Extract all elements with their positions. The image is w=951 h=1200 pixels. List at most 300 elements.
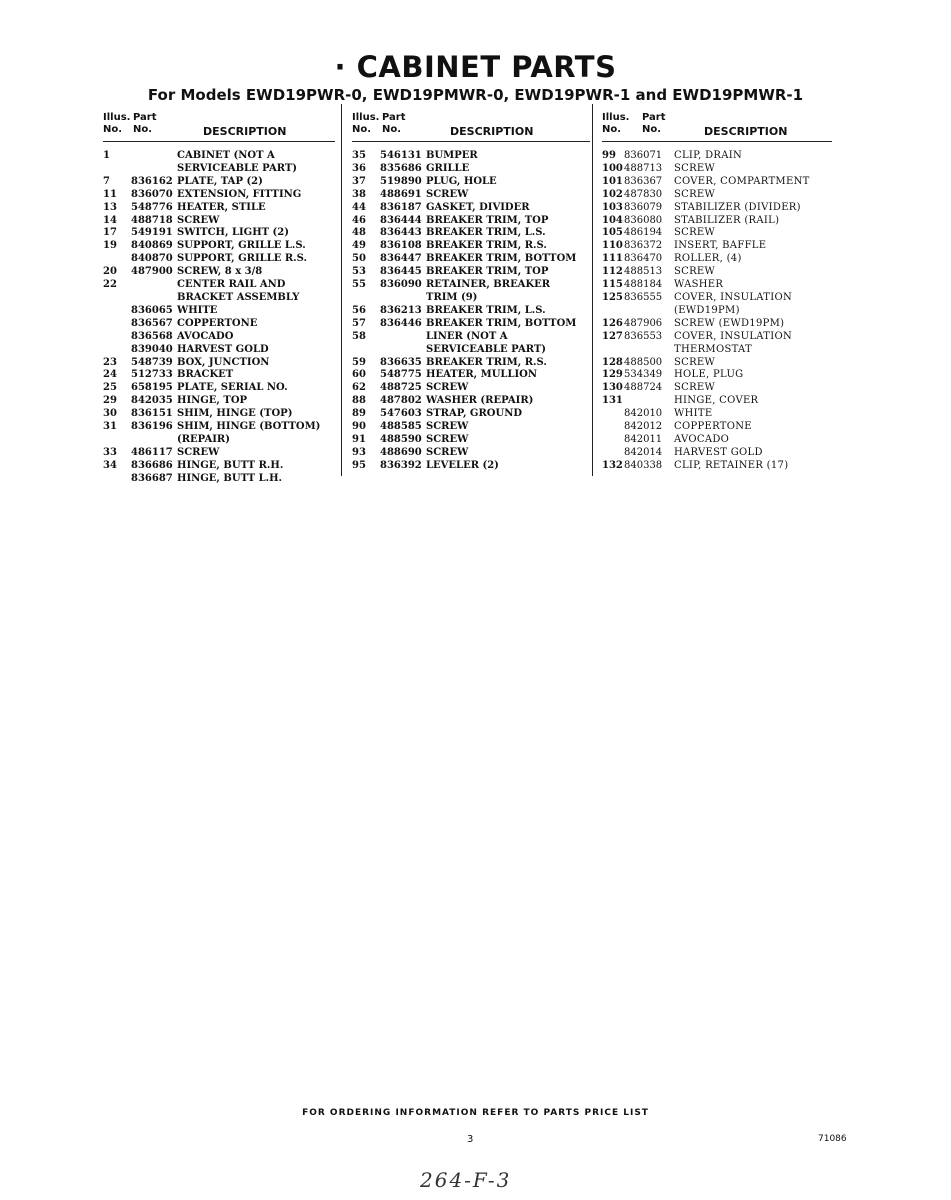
part-description: WASHER (REPAIR): [426, 395, 534, 407]
table-row: [103, 318, 335, 331]
table-row: [352, 176, 590, 189]
illus-number: 56: [352, 304, 366, 316]
part-number: 836090: [380, 279, 422, 291]
part-number: 836392: [380, 459, 422, 471]
illus-number: 88: [352, 395, 366, 407]
table-row: [602, 331, 832, 344]
table-row: [103, 331, 335, 344]
part-number: 488590: [380, 433, 422, 445]
part-description: THERMOSTAT: [674, 343, 752, 355]
table-row: [602, 240, 832, 253]
part-description: BREAKER TRIM, BOTTOM: [426, 317, 577, 329]
table-row: [103, 408, 335, 421]
table-row: [103, 202, 335, 215]
illus-number: [602, 421, 624, 434]
table-row: [103, 344, 335, 357]
part-description: (EWD19PM): [674, 304, 740, 316]
handwritten-note: 264-F-3: [420, 1168, 512, 1192]
illus-number: 36: [352, 162, 366, 174]
illus-number: [103, 318, 131, 331]
page-number: 3: [467, 1134, 474, 1145]
table-row: [602, 408, 832, 421]
part-description: PLATE, SERIAL NO.: [177, 382, 288, 394]
column-divider: [592, 104, 593, 476]
illus-number: 130: [602, 382, 623, 394]
part-number: [380, 331, 426, 344]
part-number: 836444: [380, 214, 422, 226]
illus-number: 46: [352, 214, 366, 226]
illus-number: 95: [352, 459, 366, 471]
illus-number: [602, 344, 624, 357]
part-description: SUPPORT, GRILLE R.S.: [177, 253, 307, 265]
illus-number: 33: [103, 446, 117, 458]
table-row: [352, 189, 590, 202]
part-number: 512733: [131, 369, 173, 381]
table-row: [352, 408, 590, 421]
part-description: COVER, COMPARTMENT: [674, 175, 810, 187]
part-number: 836555: [624, 291, 663, 303]
part-number: 836568: [131, 330, 173, 342]
part-description: SCREW: [426, 188, 469, 200]
header-rule: [352, 141, 590, 142]
part-description: SCREW (EWD19PM): [674, 317, 785, 329]
table-row: [352, 344, 590, 357]
illus-number: 23: [103, 356, 117, 368]
part-description: TRIM (9): [426, 291, 478, 303]
illus-number: 20: [103, 266, 117, 278]
table-row: [602, 460, 832, 473]
parts-list: [602, 150, 832, 473]
part-description: SERVICEABLE PART): [426, 343, 547, 355]
illus-number: 129: [602, 369, 623, 381]
part-number: 836553: [624, 330, 663, 342]
part-number: 836065: [131, 304, 173, 316]
part-description: COVER, INSULATION: [674, 291, 793, 303]
illus-header: Illus. No.: [103, 112, 131, 135]
illus-number: 59: [352, 356, 366, 368]
part-number: 835686: [380, 162, 422, 174]
part-number: 836447: [380, 253, 422, 265]
part-number: 519890: [380, 175, 422, 187]
part-description: COVER, INSULATION: [674, 330, 793, 342]
illus-number: 19: [103, 240, 117, 252]
part-number: [624, 305, 674, 318]
description-header: DESCRIPTION: [704, 125, 788, 138]
table-row: [352, 447, 590, 460]
table-row: [602, 253, 832, 266]
part-number: 836162: [131, 175, 173, 187]
table-row: [352, 382, 590, 395]
illus-number: [352, 344, 380, 357]
illus-number: [602, 408, 624, 421]
illus-number: 128: [602, 356, 623, 368]
part-description: HINGE, BUTT L.H.: [177, 472, 283, 484]
part-description: SCREW: [177, 214, 220, 226]
part-description: BREAKER TRIM, R.S.: [426, 356, 547, 368]
table-row: [352, 331, 590, 344]
part-number: 488725: [380, 382, 422, 394]
table-row: [602, 344, 832, 357]
part-number: 836635: [380, 356, 422, 368]
illus-number: 7: [103, 175, 110, 187]
part-description: SHIM, HINGE (BOTTOM): [177, 421, 321, 433]
column-divider: [341, 104, 342, 476]
table-row: [602, 266, 832, 279]
part-description: SCREW, 8 x 3/8: [177, 266, 263, 278]
ordering-footer: FOR ORDERING INFORMATION REFER TO PARTS PRICE LIST: [302, 1108, 649, 1118]
table-row: [602, 382, 832, 395]
table-row: [352, 227, 590, 240]
part-number: 836213: [380, 304, 422, 316]
illus-number: [352, 292, 380, 305]
description-header: DESCRIPTION: [450, 125, 534, 138]
table-row: [103, 189, 335, 202]
illus-number: 62: [352, 382, 366, 394]
part-number: 487906: [624, 317, 663, 329]
part-number: 836445: [380, 266, 422, 278]
illus-header: Illus. No.: [602, 112, 630, 135]
part-number: 836187: [380, 201, 422, 213]
part-number: 836367: [624, 175, 663, 187]
illus-number: 11: [103, 188, 117, 200]
illus-number: 125: [602, 291, 623, 303]
part-number: 836080: [624, 214, 663, 226]
part-number: 842012: [624, 421, 663, 433]
illus-number: [103, 434, 131, 447]
part-number: 836070: [131, 188, 173, 200]
part-number: 836071: [624, 150, 663, 161]
part-number: [131, 292, 177, 305]
part-description: RETAINER, BREAKER: [426, 279, 551, 291]
parts-list: [103, 150, 335, 486]
table-row: [103, 357, 335, 370]
table-row: [352, 240, 590, 253]
part-description: SCREW: [426, 421, 469, 433]
part-number: 488713: [624, 162, 663, 174]
document-number: 71086: [818, 1134, 847, 1144]
illus-number: 37: [352, 175, 366, 187]
table-row: [352, 215, 590, 228]
part-number: [131, 434, 177, 447]
table-row: [602, 305, 832, 318]
part-description: CLIP, DRAIN: [674, 150, 743, 161]
part-number: 840869: [131, 240, 173, 252]
part-description: BRACKET ASSEMBLY: [177, 291, 300, 303]
table-row: [103, 279, 335, 292]
part-number: 836687: [131, 472, 173, 484]
part-description: SCREW: [674, 266, 716, 278]
part-number: 488690: [380, 446, 422, 458]
table-row: [602, 421, 832, 434]
table-row: [352, 305, 590, 318]
part-description: SHIM, HINGE (TOP): [177, 408, 293, 420]
part-description: BRACKET: [177, 369, 234, 381]
illus-number: 110: [602, 240, 623, 252]
part-description: SCREW: [426, 382, 469, 394]
table-row: [103, 447, 335, 460]
table-row: [352, 421, 590, 434]
table-row: [103, 369, 335, 382]
part-description: SWITCH, LIGHT (2): [177, 227, 289, 239]
illus-number: 31: [103, 421, 117, 433]
table-row: [103, 460, 335, 473]
part-description: WHITE: [177, 304, 218, 316]
table-row: [352, 266, 590, 279]
table-row: [103, 382, 335, 395]
part-header: Part No.: [382, 112, 406, 135]
part-description: BREAKER TRIM, BOTTOM: [426, 253, 577, 265]
table-row: [352, 253, 590, 266]
illus-number: 1: [103, 150, 110, 161]
table-row: [352, 150, 590, 163]
illus-number: [103, 305, 131, 318]
part-number: [131, 163, 177, 176]
part-number: 836196: [131, 421, 173, 433]
table-row: [352, 279, 590, 292]
part-description: SCREW: [674, 227, 716, 239]
part-description: COPPERTONE: [177, 317, 258, 329]
table-row: [103, 176, 335, 189]
table-row: [103, 163, 335, 176]
illus-number: 35: [352, 150, 366, 161]
table-row: [352, 357, 590, 370]
part-description: LEVELER (2): [426, 459, 499, 471]
illus-number: 115: [602, 279, 623, 291]
parts-column-2: [352, 112, 590, 473]
illus-number: 99: [602, 150, 616, 161]
parts-column-3: [602, 112, 832, 473]
part-description: (REPAIR): [177, 433, 230, 445]
part-description: AVOCADO: [674, 433, 730, 445]
table-row: [352, 434, 590, 447]
illus-number: [103, 292, 131, 305]
table-row: [103, 240, 335, 253]
illus-number: 105: [602, 227, 623, 239]
table-row: [602, 447, 832, 460]
part-number: 842010: [624, 408, 663, 420]
illus-number: 111: [602, 253, 623, 265]
table-row: [103, 266, 335, 279]
illus-number: 100: [602, 162, 623, 174]
table-row: [352, 163, 590, 176]
part-number: 488724: [624, 382, 663, 394]
part-description: STABILIZER (DIVIDER): [674, 201, 801, 213]
part-number: 842035: [131, 395, 173, 407]
table-row: [103, 292, 335, 305]
description-header: DESCRIPTION: [203, 125, 287, 138]
part-description: HARVEST GOLD: [674, 446, 763, 458]
table-row: [602, 357, 832, 370]
illus-number: 25: [103, 382, 117, 394]
illus-number: 38: [352, 188, 366, 200]
table-row: [602, 189, 832, 202]
illus-number: 50: [352, 253, 366, 265]
table-row: [352, 395, 590, 408]
part-number: 836372: [624, 240, 663, 252]
illus-number: 48: [352, 227, 366, 239]
part-description: HINGE, TOP: [177, 395, 248, 407]
illus-header: Illus. No.: [352, 112, 380, 135]
column-header: [352, 112, 590, 142]
table-row: [103, 253, 335, 266]
part-number: 658195: [131, 382, 173, 394]
part-number: [624, 344, 674, 357]
illus-number: 29: [103, 395, 117, 407]
part-description: BREAKER TRIM, TOP: [426, 214, 549, 226]
table-row: [352, 369, 590, 382]
table-row: [602, 215, 832, 228]
part-number: 547603: [380, 408, 422, 420]
parts-column-1: [103, 112, 335, 486]
part-number: [131, 279, 177, 292]
part-number: 842014: [624, 446, 663, 458]
table-row: [103, 473, 335, 486]
part-number: 836079: [624, 201, 663, 213]
part-description: AVOCADO: [177, 330, 234, 342]
illus-number: 22: [103, 279, 117, 291]
part-number: 488500: [624, 356, 663, 368]
part-number: 488585: [380, 421, 422, 433]
part-description: WHITE: [674, 408, 713, 420]
part-number: [624, 395, 674, 408]
illus-number: 131: [602, 395, 623, 407]
part-description: CABINET (NOT A: [177, 150, 275, 161]
part-number: 534349: [624, 369, 663, 381]
table-row: [602, 434, 832, 447]
illus-number: 14: [103, 214, 117, 226]
table-row: [352, 460, 590, 473]
part-description: HOLE, PLUG: [674, 369, 744, 381]
part-number: 549191: [131, 227, 173, 239]
column-header: [103, 112, 335, 142]
table-row: [602, 279, 832, 292]
part-number: 486117: [131, 446, 173, 458]
table-row: [103, 227, 335, 240]
part-number: 548775: [380, 369, 422, 381]
illus-number: [103, 344, 131, 357]
illus-number: [103, 163, 131, 176]
part-description: GASKET, DIVIDER: [426, 201, 530, 213]
part-description: BREAKER TRIM, TOP: [426, 266, 549, 278]
part-description: SCREW: [426, 446, 469, 458]
part-header: Part No.: [133, 112, 157, 135]
illus-number: 103: [602, 201, 623, 213]
part-number: 836470: [624, 253, 663, 265]
illus-number: 126: [602, 317, 623, 329]
part-number: 836108: [380, 240, 422, 252]
part-number: 548739: [131, 356, 173, 368]
illus-number: [602, 305, 624, 318]
part-number: 836443: [380, 227, 422, 239]
header-rule: [103, 141, 335, 142]
header-rule: [602, 141, 832, 142]
part-number: 546131: [380, 150, 422, 161]
table-row: [103, 395, 335, 408]
illus-number: [602, 434, 624, 447]
part-description: BREAKER TRIM, R.S.: [426, 240, 547, 252]
illus-number: 55: [352, 279, 366, 291]
part-number: 840338: [624, 459, 663, 471]
illus-number: 17: [103, 227, 117, 239]
part-number: 836151: [131, 408, 173, 420]
table-row: [602, 395, 832, 408]
illus-number: 91: [352, 433, 366, 445]
part-header: Part No.: [642, 112, 666, 135]
illus-number: [602, 447, 624, 460]
part-description: HEATER, STILE: [177, 201, 266, 213]
part-description: HINGE, BUTT R.H.: [177, 459, 284, 471]
parts-list: [352, 150, 590, 473]
part-number: 839040: [131, 343, 173, 355]
illus-number: [103, 473, 131, 486]
part-number: 836446: [380, 317, 422, 329]
page-title: · CABINET PARTS: [334, 50, 617, 84]
illus-number: 44: [352, 201, 366, 213]
table-row: [352, 292, 590, 305]
table-row: [602, 227, 832, 240]
table-row: [602, 150, 832, 163]
illus-number: 102: [602, 188, 623, 200]
part-number: 840870: [131, 253, 173, 265]
part-description: COPPERTONE: [674, 421, 752, 433]
part-number: 487900: [131, 266, 173, 278]
table-row: [103, 305, 335, 318]
illus-number: 58: [352, 330, 366, 342]
illus-number: 30: [103, 408, 117, 420]
illus-number: 57: [352, 317, 366, 329]
part-description: CLIP, RETAINER (17): [674, 459, 789, 471]
illus-number: 24: [103, 369, 117, 381]
illus-number: 127: [602, 330, 623, 342]
part-number: 488184: [624, 279, 663, 291]
part-description: GRILLE: [426, 162, 470, 174]
part-description: SCREW: [674, 188, 716, 200]
part-number: 836567: [131, 317, 173, 329]
part-description: HINGE, COVER: [674, 395, 759, 407]
table-row: [103, 434, 335, 447]
part-number: 487802: [380, 395, 422, 407]
table-row: [602, 318, 832, 331]
table-row: [602, 176, 832, 189]
illus-number: 53: [352, 266, 366, 278]
models-subtitle: For Models EWD19PWR-0, EWD19PMWR-0, EWD19PWR-1 and EWD19PMWR-1: [147, 86, 804, 104]
part-description: CENTER RAIL AND: [177, 279, 286, 291]
illus-number: 112: [602, 266, 623, 278]
table-row: [103, 421, 335, 434]
part-description: WASHER: [674, 279, 724, 291]
illus-number: [103, 253, 131, 266]
part-number: 488691: [380, 188, 422, 200]
table-row: [352, 318, 590, 331]
part-description: SCREW: [674, 162, 716, 174]
table-row: [602, 163, 832, 176]
table-row: [352, 202, 590, 215]
part-number: 488718: [131, 214, 173, 226]
part-description: INSERT, BAFFLE: [674, 240, 767, 252]
illus-number: 93: [352, 446, 366, 458]
part-description: HEATER, MULLION: [426, 369, 538, 381]
part-number: 842011: [624, 433, 663, 445]
illus-number: 104: [602, 214, 623, 226]
table-row: [602, 202, 832, 215]
part-number: 836686: [131, 459, 173, 471]
illus-number: 60: [352, 369, 366, 381]
part-description: EXTENSION, FITTING: [177, 188, 302, 200]
part-description: PLUG, HOLE: [426, 175, 497, 187]
part-description: BREAKER TRIM, L.S.: [426, 227, 546, 239]
table-row: [103, 150, 335, 163]
illus-number: 101: [602, 175, 623, 187]
